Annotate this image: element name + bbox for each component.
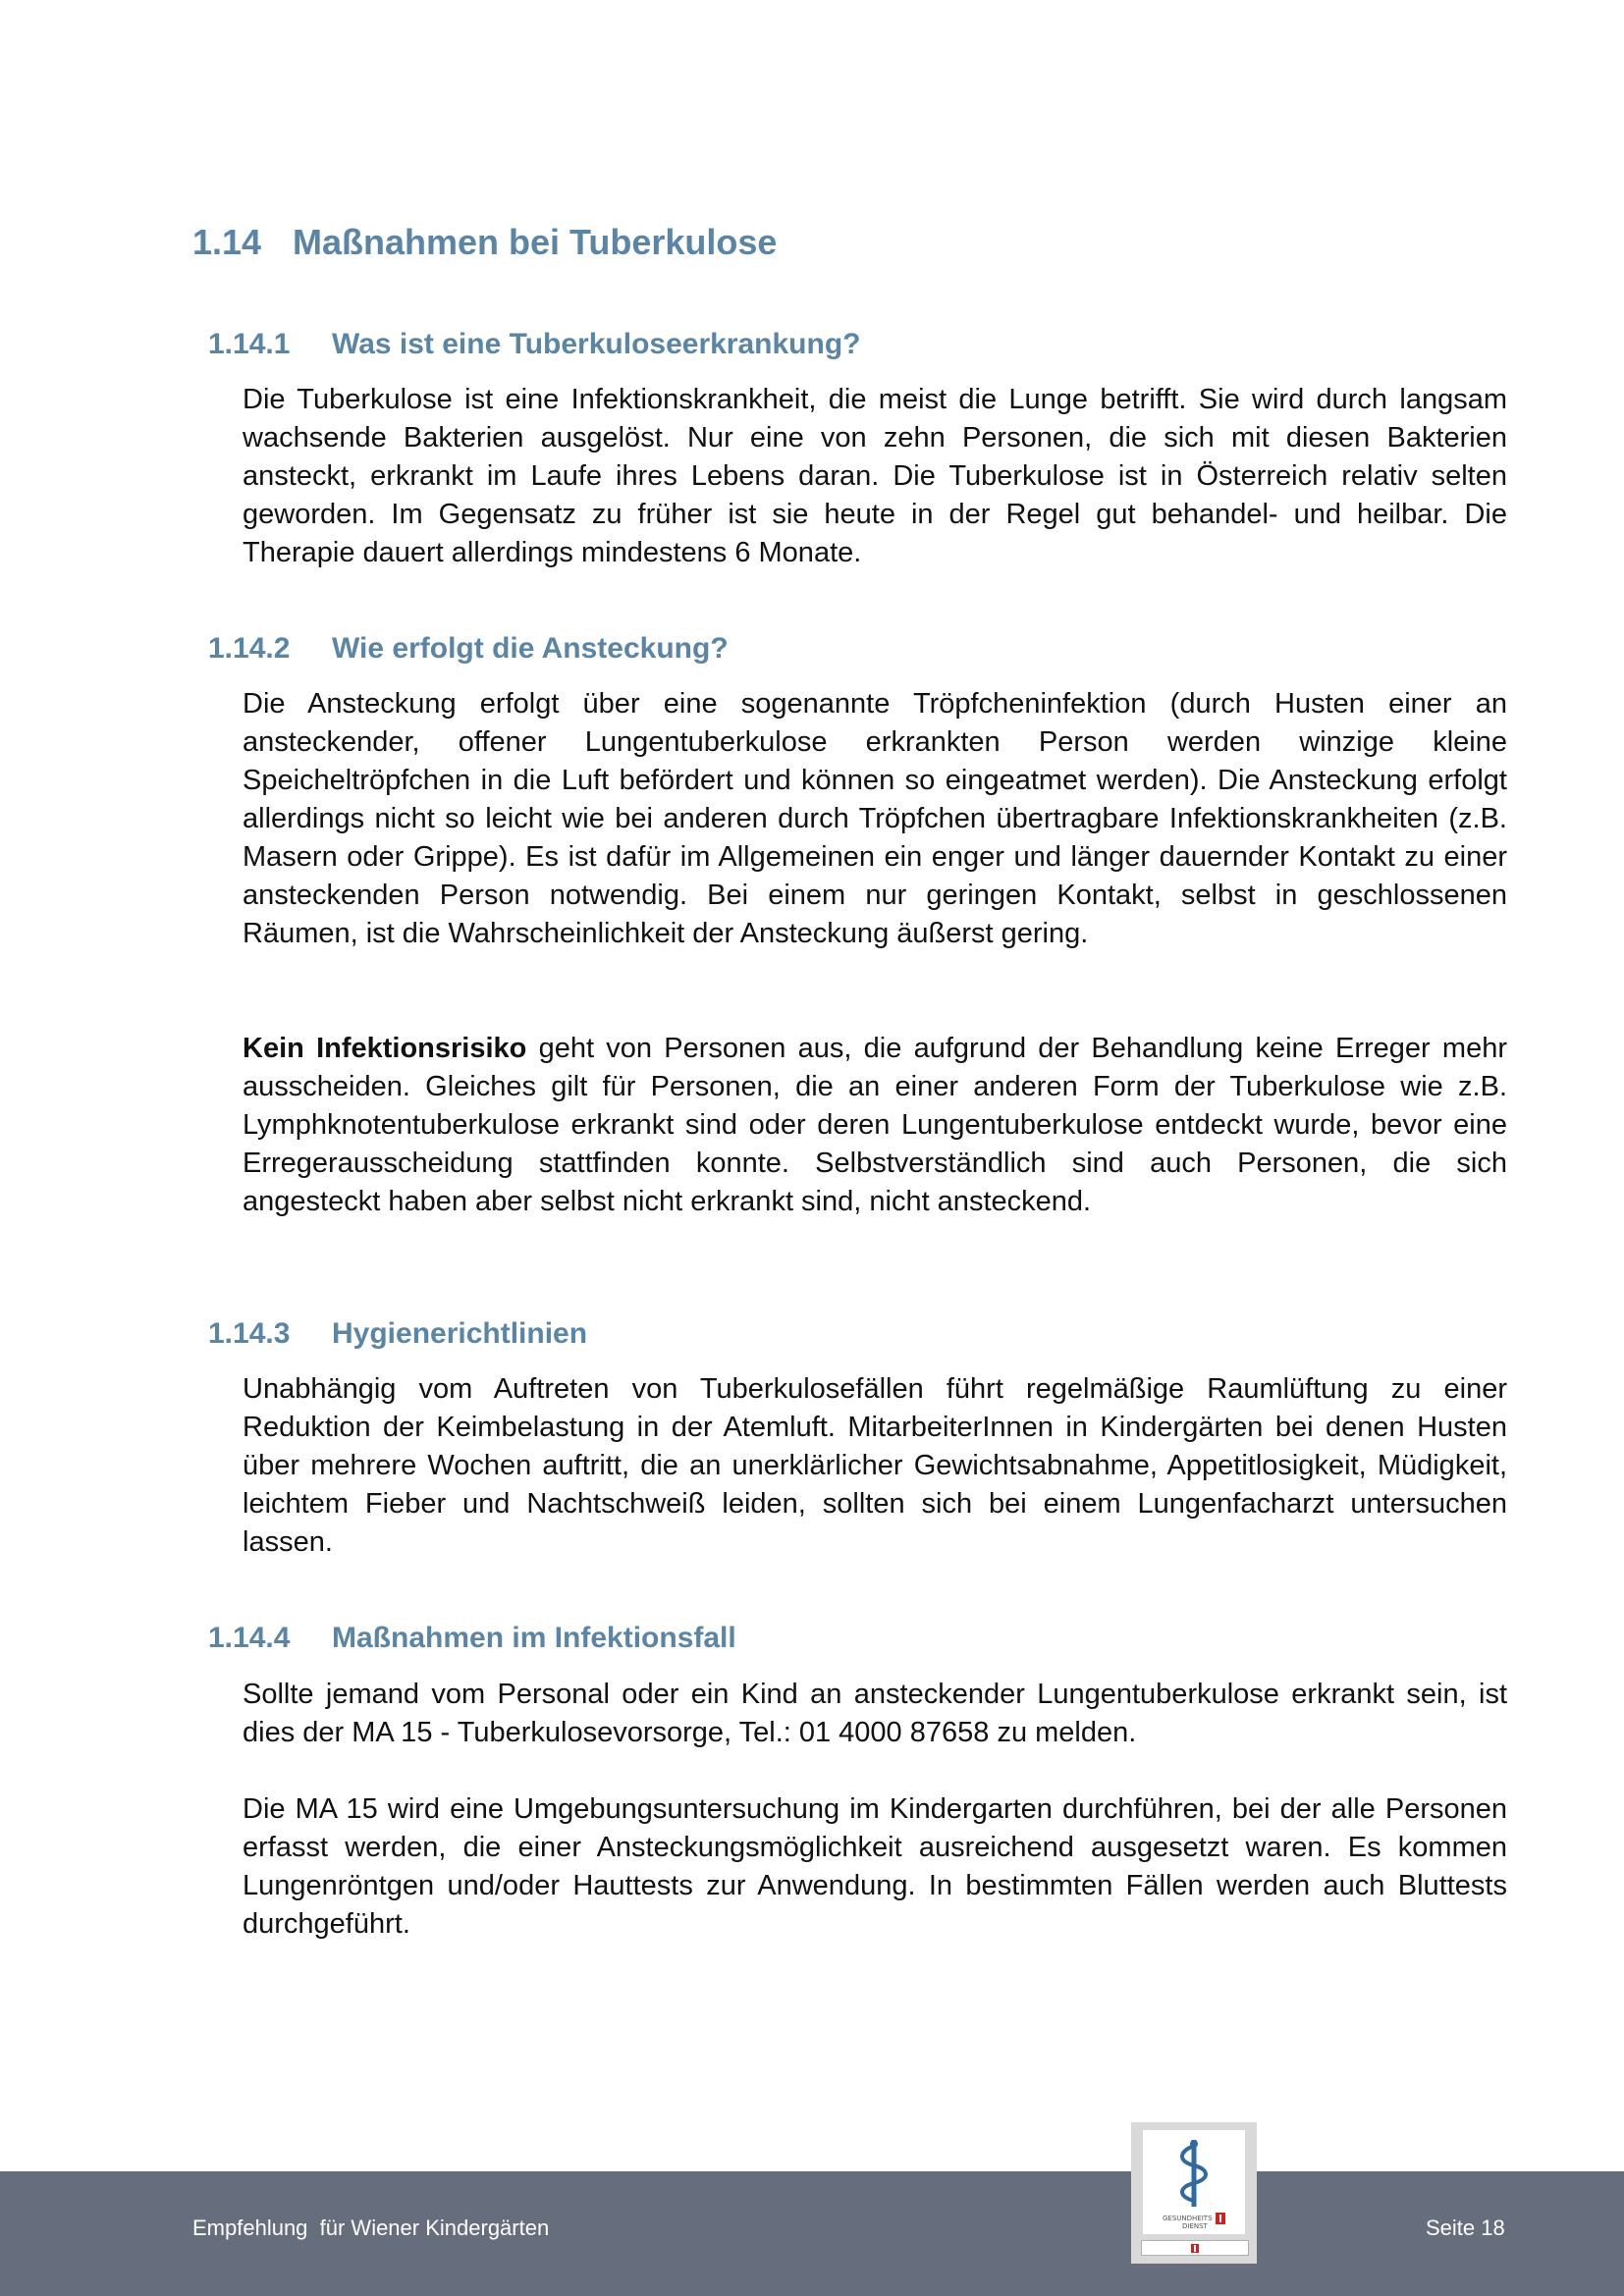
gesundheitsdienst-logo xyxy=(1131,2122,1257,2264)
logo-bar xyxy=(1141,2240,1249,2256)
subsection-title: Wie erfolgt die Ansteckung? xyxy=(332,632,729,665)
subsection-heading-1 xyxy=(208,328,860,361)
subsection-number: 1.14.2 xyxy=(208,632,291,665)
paragraph-reporting: Sollte jemand vom Personal oder ein Kind an ansteckender Lungentuberkulose erkrankt sein, ist dies der MA 15 - Tuberkulosevorsorge, Tel.: 01 4000 87658 zu melden. xyxy=(243,1679,1507,1748)
paragraph-rest: geht von Personen aus, die aufgrund der Behandlung keine Erreger mehr ausscheiden. Gleiches gilt für Personen, die an einer anderen Form der Tuberkulose wie z.B. Lymphknotentuberkulose erkrankt sind oder deren Lungentuberkulose entdeckt wurde, bevor eine Erregerausscheidung stattfinden konnte. Selbstverständlich sind auch Personen, die sich angesteckt haben aber selbst nicht erkrankt sind, nicht ansteckend. xyxy=(243,1033,1508,1217)
paragraph-infection-route: Die Ansteckung erfolgt über eine sogenannte Tröpfcheninfektion (durch Husten einer an ansteckender, offener Lungentuberkulose erkrankten Person werden winzige kleine Speicheltröpfchen in die Luft befördert und können so eingeatmet werden). Die Ansteckung erfolgt allerdings nicht so leicht wie bei anderen durch Tröpfchen übertragbare Infektionskrankheiten (z.B. Masern oder Grippe). Es ist dafür im Allgemeinen ein enger und länger dauernder Kontakt zu einer ansteckenden Person notwendig. Bei einem nur geringen Kontakt, selbst in geschlossenen Räumen, ist die Wahrscheinlichkeit der Ansteckung äußerst gering. xyxy=(243,688,1507,949)
subsection-title: Maßnahmen im Infektionsfall xyxy=(332,1622,736,1654)
subsection-number: 1.14.4 xyxy=(208,1622,291,1654)
section-heading xyxy=(192,222,777,263)
paragraph-screening: Die MA 15 wird eine Umgebungsuntersuchung im Kindergarten durchführen, bei der alle Personen erfasst werden, die einer Ansteckungsmöglichkeit ausreichend ausgesetzt waren. Es kommen Lungenröntgen und/oder Hauttests zur Anwendung. In bestimmten Fällen werden auch Bluttests durchgeführt. xyxy=(243,1793,1507,1940)
svg-text:GESUNDHEITS: GESUNDHEITS xyxy=(1163,2215,1213,2222)
paragraph-no-infection-risk xyxy=(243,1030,1507,1221)
vienna-crest-icon xyxy=(1142,2241,1248,2255)
subsection-title: Was ist eine Tuberkuloseerkrankung? xyxy=(332,328,861,360)
subsection-title: Hygienerichtlinien xyxy=(332,1317,588,1350)
footer-page-number: Seite 18 xyxy=(1426,2216,1505,2240)
subsection-heading-3 xyxy=(208,1317,587,1351)
section-title: Maßnahmen bei Tuberkulose xyxy=(293,222,778,262)
section-number: 1.14 xyxy=(192,222,262,262)
subsection-heading-2 xyxy=(208,632,729,666)
logo-emblem xyxy=(1143,2130,1245,2234)
subsection-number: 1.14.1 xyxy=(208,328,291,360)
bold-lead: Kein Infektionsrisiko xyxy=(243,1033,527,1064)
footer-document-title: Empfehlung für Wiener Kindergärten xyxy=(192,2216,550,2240)
paragraph-tuberculosis-intro: Die Tuberkulose ist eine Infektionskrankheit, die meist die Lunge betrifft. Sie wird durch langsam wachsende Bakterien ausgelöst. Nur eine von zehn Personen, die sich mit diesen Bakterien ansteckt, erkrankt im Laufe ihres Lebens daran. Die Tuberkulose ist in Österreich relativ selten geworden. Im Gegensatz zu früher ist sie heute in der Regel gut behandel- und heilbar. Die Therapie dauert allerdings mindestens 6 Monate. xyxy=(243,384,1507,568)
staff-of-asclepius-icon xyxy=(1143,2130,1245,2234)
paragraph-hygiene: Unabhängig vom Auftreten von Tuberkulosefällen führt regelmäßige Raumlüftung zu einer Reduktion der Keimbelastung in der Atemluft. MitarbeiterInnen in Kindergärten bei denen Husten über mehrere Wochen auftritt, die an unerklärlicher Gewichtsabnahme, Appetitlosigkeit, Müdigkeit, leichtem Fieber und Nachtschweiß leiden, sollten sich bei einem Lungenfacharzt untersuchen lassen. xyxy=(243,1373,1507,1558)
subsection-heading-4 xyxy=(208,1622,736,1655)
svg-text:DIENST: DIENST xyxy=(1182,2222,1208,2230)
subsection-number: 1.14.3 xyxy=(208,1317,291,1350)
